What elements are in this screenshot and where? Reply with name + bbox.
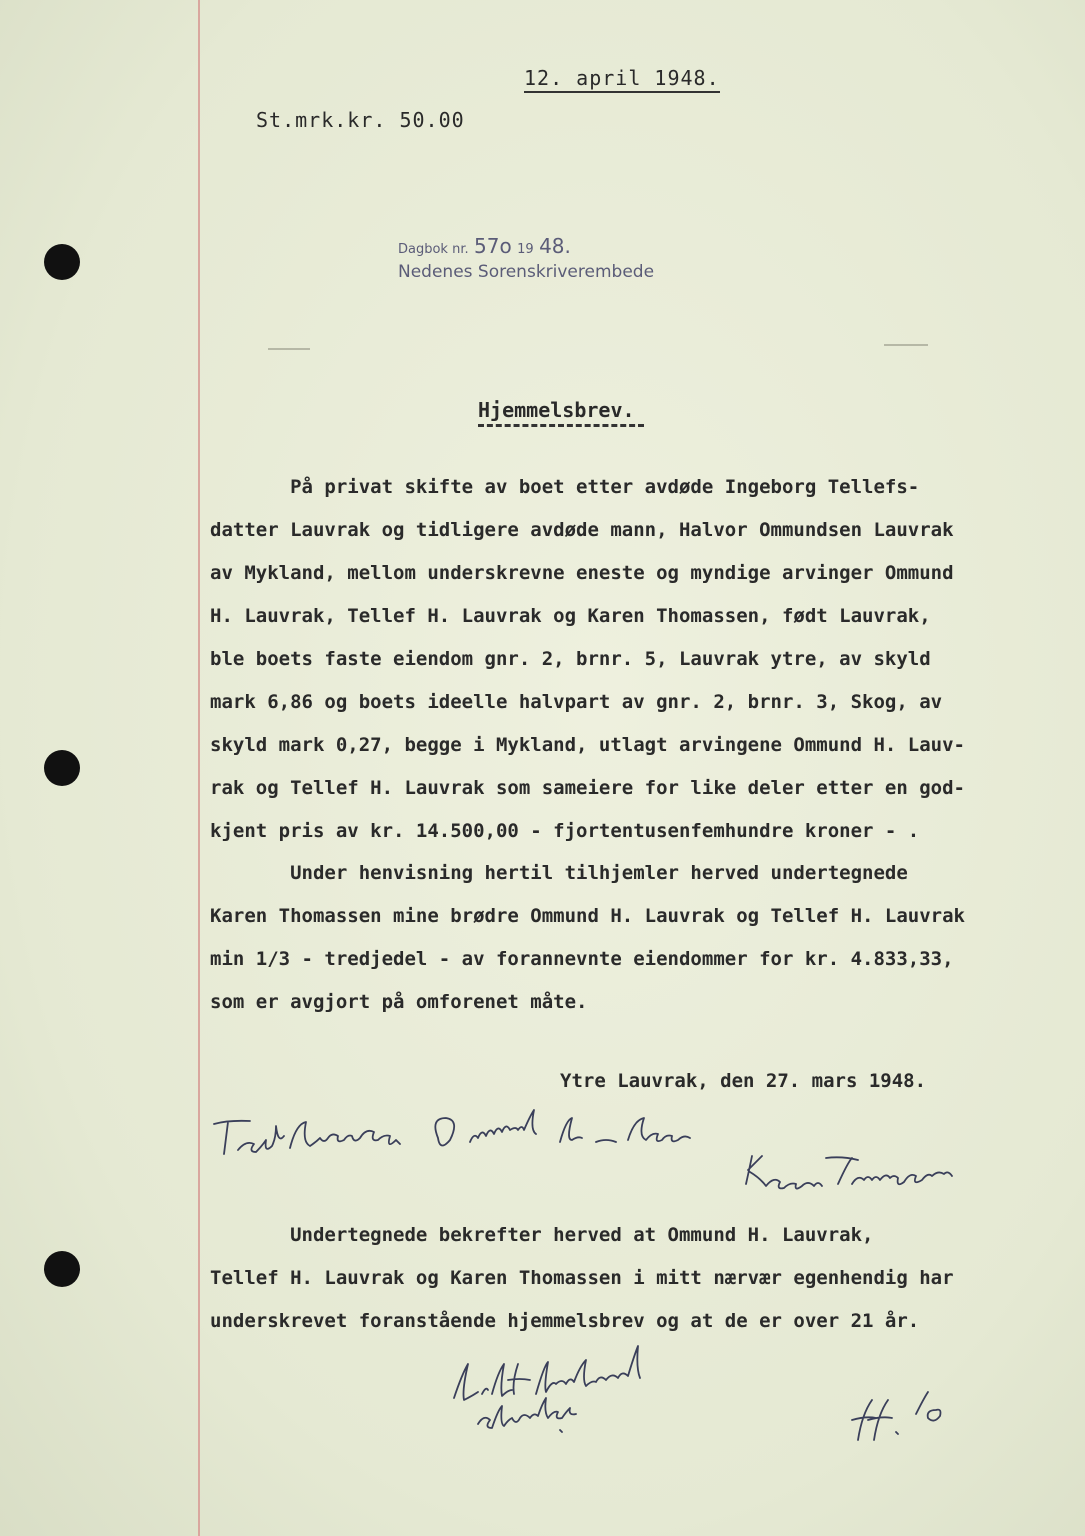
text-line: ble boets faste eiendom gnr. 2, brnr. 5, Lauvrak ytre, av skyld (210, 648, 931, 670)
dagbok-number: 57o (474, 234, 512, 258)
dagbok-year-suffix: 48. (539, 234, 571, 258)
signature-ommund-lauvrak (435, 1110, 690, 1146)
text-line: underskrevet foranstående hjemmelsbrev og at de er over 21 år. (210, 1310, 920, 1332)
text-line: datter Lauvrak og tidligere avdøde mann, Halvor Ommundsen Lauvrak (210, 519, 954, 541)
text-line: som er avgjort på omforenet måte. (210, 991, 588, 1013)
signature-lilit-sohnekand (454, 1346, 640, 1400)
text-line: skyld mark 0,27, begge i Mykland, utlagt arvingene Ommund H. Lauv- (210, 734, 965, 756)
stamp-fee: St.mrk.kr. 50.00 (256, 108, 465, 132)
text-line: Undertegnede bekrefter herved at Ommund H. Lauvrak, (210, 1224, 874, 1246)
text-line: Tellef H. Lauvrak og Karen Thomassen i mitt nærvær egenhendig har (210, 1267, 954, 1289)
document-title: Hjemmelsbrev. (478, 398, 635, 422)
signature-initials (852, 1392, 941, 1440)
text-line: min 1/3 - tredjedel - av forannevnte eiendommer for kr. 4.833,33, (210, 948, 954, 970)
document-date: 12. april 1948. (524, 66, 720, 93)
court-office-stamp: Nedenes Sorenskriverembede (398, 262, 655, 282)
dagbok-label: Dagbok nr. (398, 242, 469, 257)
text-line: mark 6,86 og boets ideelle halvpart av gnr. 2, brnr. 3, Skog, av (210, 691, 943, 713)
text-line: kjent pris av kr. 14.500,00 - fjortentusenfemhundre kroner - . (210, 820, 920, 842)
text-line: På privat skifte av boet etter avdøde Ingeborg Tellefs- (210, 476, 920, 498)
text-line: Under henvisning hertil tilhjemler herved undertegnede (210, 862, 908, 884)
signature-advokat (478, 1398, 576, 1432)
place-and-date: Ytre Lauvrak, den 27. mars 1948. (560, 1070, 927, 1092)
signature-tellef-lauvrak (214, 1121, 400, 1154)
signature-karen-thomassen (746, 1156, 952, 1189)
text-line: H. Lauvrak, Tellef H. Lauvrak og Karen Thomassen, født Lauvrak, (210, 605, 931, 627)
dagbok-year-prefix: 19 (517, 242, 534, 257)
text-line: av Mykland, mellom underskrevne eneste og myndige arvinger Ommund (210, 562, 954, 584)
text-line: Karen Thomassen mine brødre Ommund H. Lauvrak og Tellef H. Lauvrak (210, 905, 965, 927)
text-line: rak og Tellef H. Lauvrak som sameiere for like deler etter en god- (210, 777, 965, 799)
